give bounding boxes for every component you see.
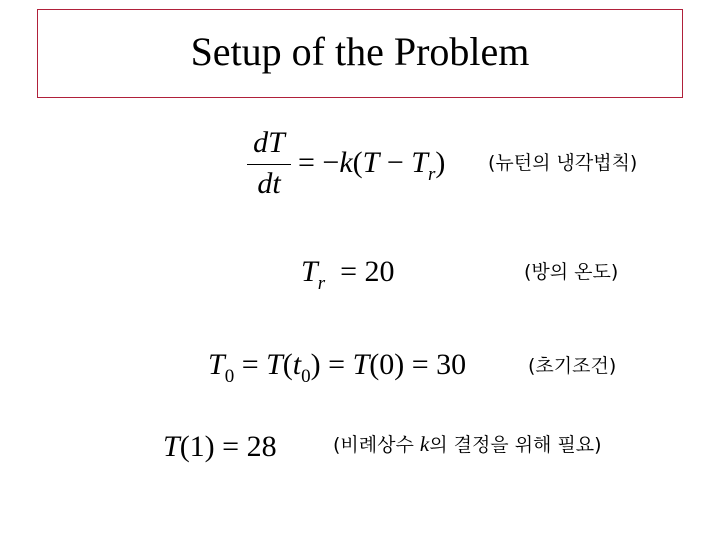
title-box bbox=[37, 9, 683, 98]
equation-newton-rhs: = $-k(T - T_r)$ bbox=[298, 146, 446, 185]
derivative-fraction bbox=[247, 128, 291, 199]
equation-initial-condition: $T_0 = T(t_0) = T(0) = 30$ bbox=[208, 348, 467, 387]
equation-t1: T(1) = 28 bbox=[163, 430, 277, 463]
equation-room-temp: $T_r = 20$ bbox=[301, 255, 395, 294]
note-proportionality-constant bbox=[333, 434, 602, 455]
slide-title: Setup of the Problem bbox=[190, 28, 530, 74]
note-prefix: (비례상수 bbox=[333, 434, 420, 456]
note-suffix: 의 결정을 위해 필요) bbox=[429, 434, 602, 456]
fraction-denominator: dt bbox=[257, 167, 281, 200]
note-newton-law: (뉴턴의 냉각법칙) bbox=[488, 152, 638, 174]
fraction-bar bbox=[247, 164, 291, 165]
note-initial-condition: (초기조건) bbox=[528, 355, 617, 377]
note-room-temp: (방의 온도) bbox=[524, 261, 619, 283]
note-variable-k: k bbox=[419, 432, 430, 456]
fraction-numerator: dT bbox=[253, 126, 285, 159]
